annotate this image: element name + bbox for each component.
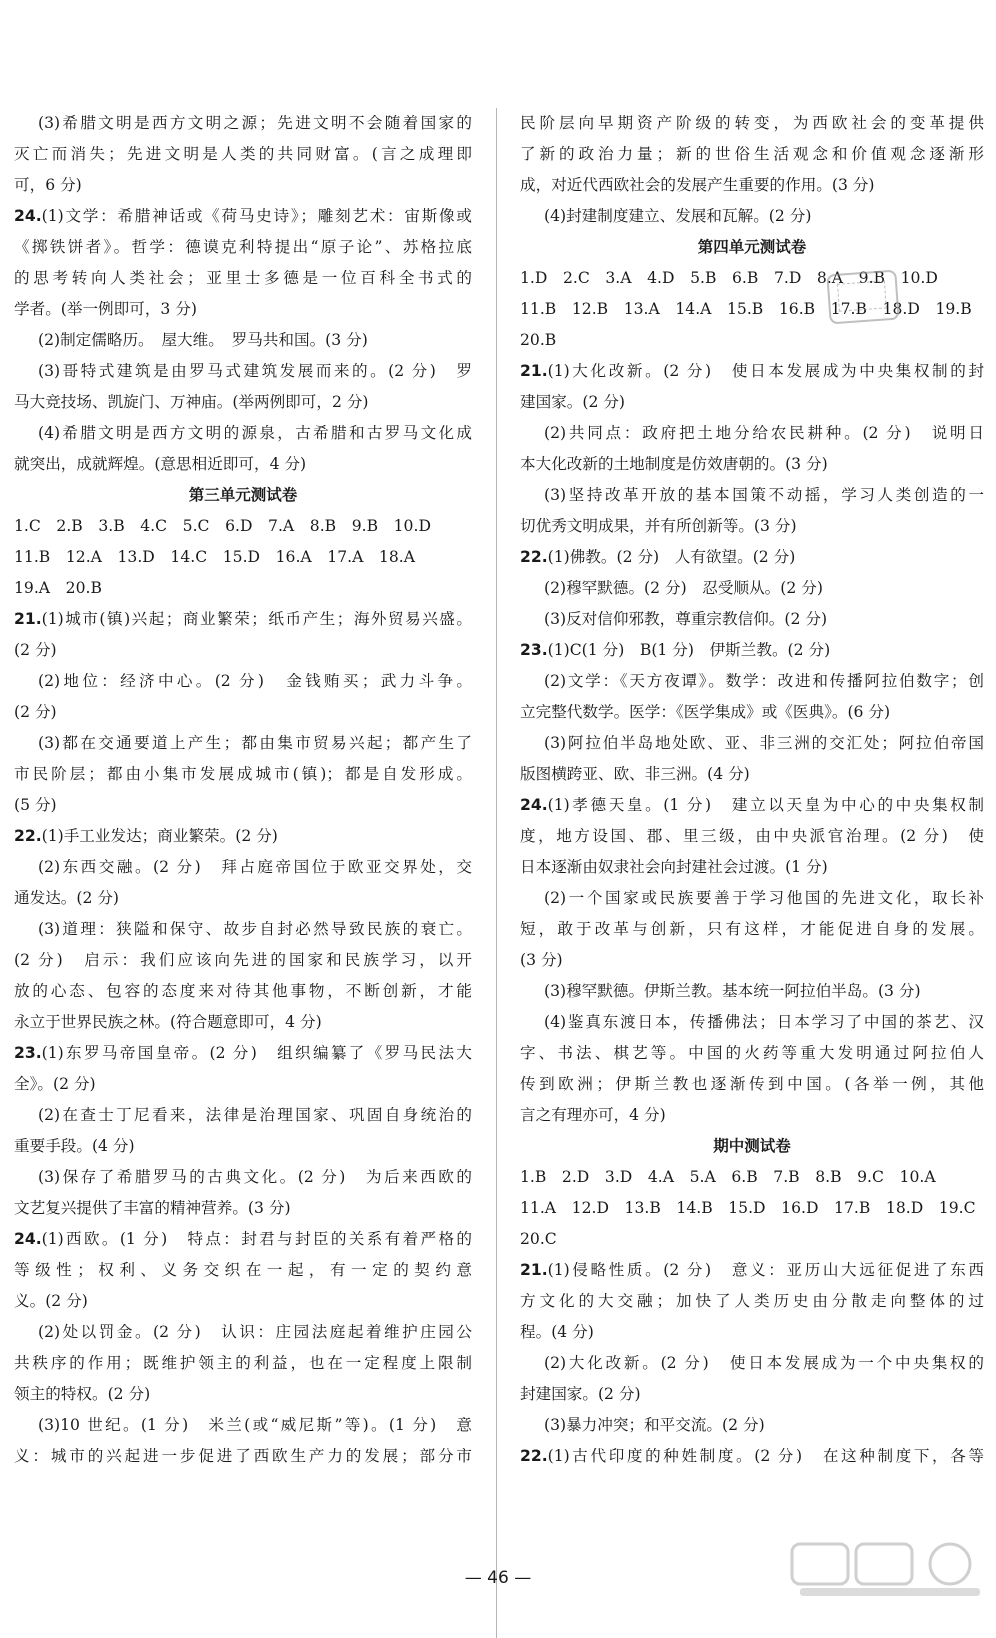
line-text: (2)地位：经济中心。(2 分) 金钱贿买；武力斗争。: [38, 672, 472, 690]
answer-line: [14, 263, 472, 294]
line-text: 领主的特权。(2 分): [14, 1385, 151, 1403]
answer-line: [520, 976, 984, 1007]
answer-key-row: 1.C 2.B 3.B 4.C 5.C 6.D 7.A 8.B 9.B 10.D: [14, 517, 431, 535]
line-text: 文艺复兴提供了丰富的精神营养。(3 分): [14, 1199, 291, 1217]
question-number: 22.: [520, 1447, 548, 1465]
question-number: 24.: [520, 796, 548, 814]
line-text: 本大化改新的土地制度是仿效唐朝的。(3 分): [520, 455, 828, 473]
line-text: 市民阶层；都由小集市发展成城市(镇)；都是自发形成。: [14, 765, 472, 783]
answer-key-row: 11.B 12.B 13.A 14.A 15.B 16.B 17.B 18.D 19.B: [520, 300, 972, 318]
line-text: (2)穆罕默德。(2 分) 忍受顺从。(2 分): [544, 579, 823, 597]
line-text: (2 分) 启示：我们应该向先进的国家和民族学习，以开: [14, 951, 472, 969]
line-text: 了新的政治力量；新的世俗生活观念和价值观念逐渐形: [520, 145, 984, 163]
line-text: (1)文学：希腊神话或《荷马史诗》；雕刻艺术：宙斯像或: [41, 207, 472, 225]
answer-key-row: 11.A 12.D 13.B 14.B 15.D 16.D 17.B 18.D 19.C: [520, 1199, 976, 1217]
answer-line: [14, 1162, 472, 1193]
answer-line: [520, 666, 984, 697]
answer-line: [520, 914, 984, 945]
line-text: (3)哥特式建筑是由罗马式建筑发展而来的。(2 分) 罗: [38, 362, 472, 380]
answer-line: [520, 139, 984, 170]
line-text: 可，6 分): [14, 176, 82, 194]
answer-line: [14, 666, 472, 697]
answer-line: [520, 418, 984, 449]
answer-line: [14, 759, 472, 790]
line-text: (3)都在交通要道上产生；都由集市贸易兴起；都产生了: [38, 734, 472, 752]
answer-line: [520, 1286, 984, 1317]
answer-line: [14, 728, 472, 759]
answer-line: [14, 1069, 472, 1100]
answer-line: [520, 108, 984, 139]
line-text: (3)穆罕默德。伊斯兰教。基本统一阿拉伯半岛。(3 分): [544, 982, 921, 1000]
question-number: 21.: [14, 610, 42, 628]
line-text: 永立于世界民族之林。(符合题意即可，4 分): [14, 1013, 322, 1031]
line-text: (3)保存了希腊罗马的古典文化。(2 分) 为后来西欧的: [38, 1168, 472, 1186]
answer-key-row: 20.C: [520, 1230, 557, 1248]
answer-line: [14, 170, 472, 201]
line-text: (2 分): [14, 641, 57, 659]
answer-line: [14, 418, 472, 449]
answer-line: [14, 697, 472, 728]
section-heading: 第四单元测试卷: [697, 238, 807, 256]
answer-line: [520, 759, 984, 790]
line-text: 全》。(2 分): [14, 1075, 96, 1093]
line-text: (1)城市(镇)兴起；商业繁荣；纸币产生；海外贸易兴盛。: [41, 610, 472, 628]
line-text: 短，敢于改革与创新，只有这样，才能促进自身的发展。: [520, 920, 984, 938]
line-text: 字、书法、棋艺等。中国的火药等重大发明通过阿拉伯人: [520, 1044, 984, 1062]
answer-line: [520, 170, 984, 201]
answer-line: [520, 573, 984, 604]
line-text: (4)鉴真东渡日本，传播佛法；日本学习了中国的茶艺、汉: [544, 1013, 984, 1031]
line-text: 方文化的大交融；加快了人类历史由分散走向整体的过: [520, 1292, 984, 1310]
line-text: (2 分): [14, 703, 57, 721]
line-text: 成，对近代西欧社会的发展产生重要的作用。(3 分): [520, 176, 875, 194]
line-text: (4)希腊文明是西方文明的源泉，古希腊和古罗马文化成: [38, 424, 472, 442]
line-text: 的思考转向人类社会；亚里士多德是一位百科全书式的: [14, 269, 472, 287]
answer-line: [14, 883, 472, 914]
answer-line: [14, 635, 472, 666]
answer-line: [14, 108, 472, 139]
answer-line: [14, 232, 472, 263]
answer-line: [14, 790, 472, 821]
line-text: 放的心态、包容的态度来对待其他事物，不断创新，才能: [14, 982, 472, 1000]
answer-line: [520, 511, 984, 542]
question-line: [14, 821, 472, 852]
column-divider: [496, 108, 497, 1638]
answer-line: [520, 883, 984, 914]
question-number: 23.: [14, 1044, 42, 1062]
line-text: (2)处以罚金。(2 分) 认识：庄园法庭起着维护庄园公: [38, 1323, 472, 1341]
question-number: 22.: [14, 827, 42, 845]
line-text: (2)共同点：政府把土地分给农民耕种。(2 分) 说明日: [544, 424, 984, 442]
line-text: (3)道理：狭隘和保守、故步自封必然导致民族的衰亡。: [38, 920, 472, 938]
line-text: (4)封建制度建立、发展和瓦解。(2 分): [544, 207, 812, 225]
answer-line: [520, 1007, 984, 1038]
line-text: 共秩序的作用；既维护领主的利益，也在一定程度上限制: [14, 1354, 472, 1372]
line-text: (2)文学：《天方夜谭》。数学：改进和传播阿拉伯数字；创: [544, 672, 984, 690]
answer-line: [520, 821, 984, 852]
question-line: [520, 356, 984, 387]
answer-line: [14, 139, 472, 170]
line-text: 版图横跨亚、欧、非三洲。(4 分): [520, 765, 750, 783]
line-text: (1)侵略性质。(2 分) 意义：亚历山大远征促进了东西: [547, 1261, 984, 1279]
answer-line: [14, 294, 472, 325]
line-text: (3)坚持改革开放的基本国策不动摇，学习人类创造的一: [544, 486, 984, 504]
line-text: (5 分): [14, 796, 57, 814]
line-text: 民阶层向早期资产阶级的转变，为西欧社会的变革提供: [520, 114, 984, 132]
line-text: (3)阿拉伯半岛地处欧、亚、非三洲的交汇处；阿拉伯帝国: [544, 734, 984, 752]
answer-line: [14, 1286, 472, 1317]
answer-line: [14, 914, 472, 945]
answer-key-row: 19.A 20.B: [14, 579, 102, 597]
line-text: (2)在查士丁尼看来，法律是治理国家、巩固自身统治的: [38, 1106, 472, 1124]
line-text: (1)手工业发达；商业繁荣。(2 分): [41, 827, 278, 845]
line-text: 马大竞技场、凯旋门、万神庙。(举两例即可，2 分): [14, 393, 369, 411]
question-line: [520, 542, 984, 573]
question-number: 22.: [520, 548, 548, 566]
answer-key-row: 1.B 2.D 3.D 4.A 5.A 6.B 7.B 8.B 9.C 10.A: [520, 1168, 936, 1186]
answer-line: [520, 1410, 984, 1441]
answer-line: [520, 728, 984, 759]
line-text: (1)东罗马帝国皇帝。(2 分) 组织编纂了《罗马民法大: [41, 1044, 472, 1062]
line-text: 学者。(举一例即可，3 分): [14, 300, 197, 318]
answer-line: [520, 1069, 984, 1100]
answer-line: [520, 697, 984, 728]
answer-key-row: 11.B 12.A 13.D 14.C 15.D 16.A 17.A 18.A: [14, 548, 415, 566]
question-number: 24.: [14, 207, 42, 225]
answer-key-row: 20.B: [520, 331, 557, 349]
answer-line: [520, 201, 984, 232]
line-text: 义：城市的兴起进一步促进了西欧生产力的发展；部分市: [14, 1447, 472, 1465]
question-line: [14, 201, 472, 232]
answer-line: [520, 480, 984, 511]
line-text: (3)暴力冲突；和平交流。(2 分): [544, 1416, 765, 1434]
line-text: (1)C(1 分) B(1 分) 伊斯兰教。(2 分): [547, 641, 831, 659]
answer-line: [14, 1410, 472, 1441]
answer-line: [14, 1379, 472, 1410]
line-text: (3)希腊文明是西方文明之源；先进文明不会随着国家的: [38, 114, 472, 132]
line-text: (3)10 世纪。(1 分) 米兰(或“威尼斯”等)。(1 分) 意: [38, 1416, 472, 1434]
question-line: [14, 1038, 472, 1069]
line-text: 通发达。(2 分): [14, 889, 120, 907]
line-text: (2)东西交融。(2 分) 拜占庭帝国位于欧亚交界处，交: [38, 858, 472, 876]
answer-line: [14, 976, 472, 1007]
answer-line: [520, 1038, 984, 1069]
answer-line: [520, 1379, 984, 1410]
line-text: (1)大化改新。(2 分) 使日本发展成为中央集权制的封: [547, 362, 984, 380]
answer-line: [14, 449, 472, 480]
answer-line: [520, 387, 984, 418]
answer-line: [520, 852, 984, 883]
answer-line: [14, 387, 472, 418]
answer-line: [14, 1441, 472, 1472]
answer-line: [14, 1255, 472, 1286]
answer-line: [14, 1348, 472, 1379]
line-text: 传到欧洲；伊斯兰教也逐渐传到中国。(各举一例，其他: [520, 1075, 984, 1093]
answer-line: [520, 1348, 984, 1379]
answer-line: [14, 852, 472, 883]
question-line: [520, 1255, 984, 1286]
answer-line: [520, 604, 984, 635]
section-heading: 期中测试卷: [713, 1137, 791, 1155]
answer-line: [14, 1007, 472, 1038]
line-text: (1)西欧。(1 分) 特点：封君与封臣的关系有着严格的: [41, 1230, 472, 1248]
line-text: 灭亡而消失；先进文明是人类的共同财富。(言之成理即: [14, 145, 472, 163]
line-text: (1)孝德天皇。(1 分) 建立以天皇为中心的中央集权制: [547, 796, 984, 814]
line-text: 《掷铁饼者》。哲学：德谟克利特提出“原子论”、苏格拉底: [14, 238, 472, 256]
left-column: [14, 108, 472, 1472]
line-text: 等级性；权利、义务交织在一起，有一定的契约意: [14, 1261, 472, 1279]
answer-line: [14, 1100, 472, 1131]
question-number: 24.: [14, 1230, 42, 1248]
answer-line: [520, 1100, 984, 1131]
line-text: (2)制定儒略历。 屋大维。 罗马共和国。(3 分): [38, 331, 368, 349]
answer-line: [14, 1193, 472, 1224]
line-text: 封建国家。(2 分): [520, 1385, 641, 1403]
page-number: — 46 —: [464, 1568, 532, 1588]
line-text: 立完整代数学。医学：《医学集成》或《医典》。(6 分): [520, 703, 891, 721]
line-text: 建国家。(2 分): [520, 393, 626, 411]
right-column: [520, 108, 984, 1472]
line-text: (3 分): [520, 951, 563, 969]
question-number: 21.: [520, 1261, 548, 1279]
line-text: (2)一个国家或民族要善于学习他国的先进文化，取长补: [544, 889, 984, 907]
answer-line: [14, 945, 472, 976]
answer-line: [520, 1317, 984, 1348]
line-text: 切优秀文明成果，并有所创新等。(3 分): [520, 517, 797, 535]
line-text: (2)大化改新。(2 分) 使日本发展成为一个中央集权的: [544, 1354, 984, 1372]
line-text: 程。(4 分): [520, 1323, 594, 1341]
answer-line: [520, 945, 984, 976]
answer-key-row: 1.D 2.C 3.A 4.D 5.B 6.B 7.D 8.A 9.B 10.D: [520, 269, 938, 287]
line-text: 度，地方设国、郡、里三级，由中央派官治理。(2 分) 使: [520, 827, 984, 845]
answer-line: [14, 1317, 472, 1348]
question-line: [14, 1224, 472, 1255]
line-text: 义。(2 分): [14, 1292, 88, 1310]
section-heading: 第三单元测试卷: [188, 486, 298, 504]
line-text: 重要手段。(4 分): [14, 1137, 135, 1155]
question-line: [14, 604, 472, 635]
line-text: 就突出，成就辉煌。(意思相近即可，4 分): [14, 455, 307, 473]
answer-line: [14, 356, 472, 387]
line-text: (3)反对信仰邪教，尊重宗教信仰。(2 分): [544, 610, 828, 628]
question-line: [520, 1441, 984, 1472]
question-number: 21.: [520, 362, 548, 380]
answer-line: [14, 1131, 472, 1162]
answer-line: [520, 449, 984, 480]
question-line: [520, 790, 984, 821]
line-text: (1)古代印度的种姓制度。(2 分) 在这种制度下，各等: [547, 1447, 984, 1465]
line-text: (1)佛教。(2 分) 人有欲望。(2 分): [547, 548, 796, 566]
answer-line: [14, 325, 472, 356]
question-line: [520, 635, 984, 666]
stamp-mark: [826, 270, 899, 325]
line-text: 言之有理亦可，4 分): [520, 1106, 666, 1124]
question-number: 23.: [520, 641, 548, 659]
line-text: 日本逐渐由奴隶社会向封建社会过渡。(1 分): [520, 858, 828, 876]
